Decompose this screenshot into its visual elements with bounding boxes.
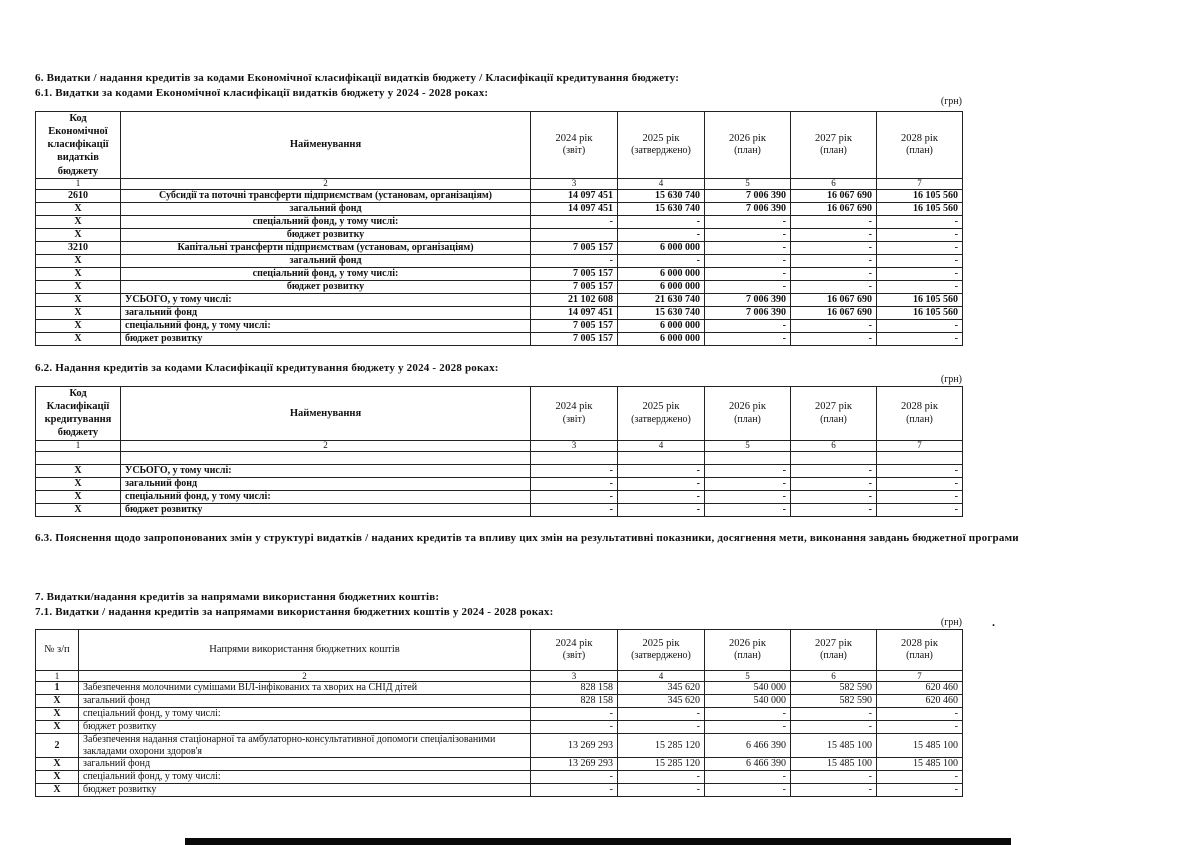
scan-artifact-bar	[185, 838, 1011, 845]
code-cell: X	[36, 228, 121, 241]
name-cell: спеціальний фонд, у тому числі:	[79, 771, 531, 784]
value-cell: -	[877, 332, 963, 345]
column-number-row	[36, 440, 963, 451]
value-cell: -	[877, 721, 963, 734]
value-cell	[531, 228, 618, 241]
value-cell: 7 005 157	[531, 241, 618, 254]
value-cell	[705, 451, 791, 464]
value-cell: -	[531, 721, 618, 734]
year-label: 2026 рік	[729, 401, 766, 413]
column-number-cell: 4	[618, 178, 705, 189]
column-number-cell: 2	[79, 671, 531, 682]
year-note: (затверджено)	[631, 145, 691, 157]
value-cell: -	[705, 708, 791, 721]
code-cell: X	[36, 784, 79, 797]
value-cell: -	[877, 708, 963, 721]
value-cell: -	[618, 503, 705, 516]
value-cell	[791, 451, 877, 464]
name-cell: бюджет розвитку	[121, 332, 531, 345]
name-cell	[121, 451, 531, 464]
year-note: (план)	[906, 650, 933, 662]
value-cell: 16 105 560	[877, 306, 963, 319]
code-cell: X	[36, 267, 121, 280]
value-cell: -	[791, 228, 877, 241]
value-cell: -	[618, 228, 705, 241]
value-cell: -	[791, 464, 877, 477]
table-row	[36, 503, 963, 516]
value-cell: -	[531, 464, 618, 477]
value-cell: 345 620	[618, 682, 705, 695]
column-number-cell: 5	[705, 178, 791, 189]
table-row	[36, 784, 963, 797]
year-note: (план)	[734, 145, 761, 157]
value-cell: 6 000 000	[618, 332, 705, 345]
table-header	[36, 630, 963, 682]
table-row	[36, 267, 963, 280]
table-row	[36, 477, 963, 490]
value-cell: 15 485 100	[877, 734, 963, 758]
value-cell: 15 485 100	[791, 758, 877, 771]
value-cell: 345 620	[618, 695, 705, 708]
value-cell: -	[791, 490, 877, 503]
year-column-header-2026	[705, 387, 791, 441]
year-note: (затверджено)	[631, 413, 691, 425]
column-number-row	[36, 178, 963, 189]
year-label: 2025 рік	[642, 638, 680, 650]
table-header	[36, 387, 963, 452]
column-number-cell: 7	[877, 178, 963, 189]
column-number-cell: 1	[36, 440, 121, 451]
year-column-header-2026	[705, 630, 791, 671]
code-cell: X	[36, 771, 79, 784]
name-column-header: Напрями використання бюджетних коштів	[79, 630, 531, 671]
table-header	[36, 112, 963, 190]
value-cell: -	[791, 708, 877, 721]
table-row	[36, 332, 963, 345]
code-cell: X	[36, 280, 121, 293]
year-note: (звіт)	[562, 650, 586, 662]
value-cell: 16 105 560	[877, 293, 963, 306]
name-cell: Капітальні трансферти підприємствам (установам, організаціям)	[121, 241, 531, 254]
value-cell: 7 005 157	[531, 319, 618, 332]
year-label: 2025 рік	[642, 401, 680, 413]
value-cell: 7 005 157	[531, 267, 618, 280]
value-cell: -	[705, 503, 791, 516]
value-cell: 15 485 100	[791, 734, 877, 758]
table-credits-classification	[35, 386, 963, 517]
table-row	[36, 721, 963, 734]
value-cell: 15 630 740	[618, 189, 705, 202]
currency-note-62: (грн)	[940, 374, 962, 385]
value-cell: 7 006 390	[705, 293, 791, 306]
code-cell: 1	[36, 682, 79, 695]
currency-note-61: (грн)	[940, 96, 962, 107]
value-cell: 582 590	[791, 682, 877, 695]
table-row	[36, 241, 963, 254]
code-cell: X	[36, 202, 121, 215]
value-cell: -	[877, 490, 963, 503]
name-cell: Забезпечення надання стаціонарної та амбулаторно-консультативної допомоги спеціалізованими закладами охорони здоров'я	[79, 734, 531, 758]
section61-title: 6.1. Видатки за кодами Економічної класифікації видатків бюджету у 2024 - 2028 роках:	[35, 87, 489, 99]
table-row	[36, 280, 963, 293]
column-number-cell: 6	[791, 440, 877, 451]
year-label: 2027 рік	[815, 638, 852, 650]
code-cell: X	[36, 464, 121, 477]
value-cell: -	[705, 477, 791, 490]
column-number-cell: 5	[705, 671, 791, 682]
column-number-row	[36, 671, 963, 682]
value-cell: -	[618, 708, 705, 721]
value-cell: 7 005 157	[531, 280, 618, 293]
name-cell: УСЬОГО, у тому числі:	[121, 293, 531, 306]
year-label: 2028 рік	[901, 638, 938, 650]
value-cell: -	[618, 721, 705, 734]
value-cell: 13 269 293	[531, 758, 618, 771]
value-cell	[877, 451, 963, 464]
value-cell: -	[705, 267, 791, 280]
value-cell: 15 285 120	[618, 734, 705, 758]
value-cell: -	[877, 267, 963, 280]
year-label: 2028 рік	[901, 133, 938, 144]
value-cell: -	[705, 254, 791, 267]
currency-note-71: (грн)	[940, 617, 962, 628]
section6-title: 6. Видатки / надання кредитів за кодами Економічної класифікації видатків бюджету / Класифікації кредитування бюджету:	[35, 72, 680, 84]
table-row	[36, 682, 963, 695]
code-cell: X	[36, 721, 79, 734]
value-cell: 6 000 000	[618, 280, 705, 293]
value-cell: -	[705, 319, 791, 332]
code-column-header: Код Класифікації кредитування бюджету	[36, 387, 121, 441]
value-cell: -	[791, 332, 877, 345]
column-number-cell: 6	[791, 671, 877, 682]
name-cell: спеціальний фонд, у тому числі:	[121, 319, 531, 332]
code-cell: X	[36, 758, 79, 771]
year-note: (план)	[734, 650, 761, 662]
year-label: 2028 рік	[901, 401, 938, 413]
value-cell: -	[618, 477, 705, 490]
value-cell: -	[705, 721, 791, 734]
code-cell: X	[36, 477, 121, 490]
value-cell: 16 067 690	[791, 293, 877, 306]
name-cell: спеціальний фонд, у тому числі:	[121, 215, 531, 228]
table-row	[36, 215, 963, 228]
table-row	[36, 758, 963, 771]
value-cell: -	[877, 784, 963, 797]
value-cell: -	[705, 490, 791, 503]
column-number-cell: 2	[121, 440, 531, 451]
code-column-header: № з/п	[36, 630, 79, 671]
year-note: (звіт)	[562, 413, 586, 425]
section63-text: 6.3. Пояснення щодо запропонованих змін у структурі видатків / наданих кредитів та впливу цих змін на результативні показники, досягнення мети, виконання завдань бюджетної програми	[35, 532, 1019, 544]
table-row	[36, 228, 963, 241]
name-cell: Забезпечення молочними сумішами ВІЛ-інфікованих та хворих на СНІД дітей	[79, 682, 531, 695]
value-cell: 7 005 157	[531, 332, 618, 345]
table-body	[36, 189, 963, 345]
code-cell	[36, 451, 121, 464]
code-cell: X	[36, 215, 121, 228]
value-cell: 15 630 740	[618, 306, 705, 319]
name-column-header: Найменування	[121, 112, 531, 179]
value-cell: -	[705, 228, 791, 241]
column-number-cell: 2	[121, 178, 531, 189]
value-cell: -	[877, 241, 963, 254]
value-cell: 14 097 451	[531, 189, 618, 202]
value-cell: 6 000 000	[618, 267, 705, 280]
value-cell: -	[531, 215, 618, 228]
code-cell: 2610	[36, 189, 121, 202]
value-cell: 828 158	[531, 682, 618, 695]
value-cell: -	[791, 784, 877, 797]
column-number-cell: 1	[36, 178, 121, 189]
code-cell: X	[36, 708, 79, 721]
value-cell: -	[877, 464, 963, 477]
value-cell: -	[877, 228, 963, 241]
value-cell: 6 466 390	[705, 758, 791, 771]
value-cell: -	[791, 254, 877, 267]
code-column-header: Код Економічної класифікації видатків бюджету	[36, 112, 121, 179]
year-note: (план)	[906, 145, 933, 157]
year-column-header-2027	[791, 112, 877, 179]
value-cell: -	[618, 215, 705, 228]
value-cell: 16 067 690	[791, 202, 877, 215]
name-cell: загальний фонд	[121, 202, 531, 215]
value-cell: -	[705, 241, 791, 254]
column-number-cell: 4	[618, 671, 705, 682]
year-column-header-2027	[791, 387, 877, 441]
value-cell: 828 158	[531, 695, 618, 708]
value-cell: -	[531, 477, 618, 490]
value-cell: -	[531, 503, 618, 516]
value-cell: -	[705, 771, 791, 784]
value-cell: -	[791, 721, 877, 734]
year-column-header-2028	[877, 387, 963, 441]
year-column-header-2024	[531, 387, 618, 441]
column-number-cell: 3	[531, 440, 618, 451]
year-label: 2024 рік	[555, 133, 593, 144]
value-cell: -	[705, 464, 791, 477]
value-cell: -	[877, 771, 963, 784]
name-cell: бюджет розвитку	[121, 228, 531, 241]
value-cell: 582 590	[791, 695, 877, 708]
year-note: (план)	[820, 413, 847, 425]
name-column-header: Найменування	[121, 387, 531, 441]
value-cell	[531, 451, 618, 464]
code-cell: X	[36, 503, 121, 516]
value-cell: -	[791, 280, 877, 293]
code-cell: X	[36, 490, 121, 503]
value-cell: -	[791, 319, 877, 332]
value-cell: 21 630 740	[618, 293, 705, 306]
section7-title: 7. Видатки/надання кредитів за напрямами використання бюджетних коштів:	[35, 591, 440, 603]
table-header-row	[36, 630, 963, 671]
value-cell: -	[531, 708, 618, 721]
column-number-cell: 3	[531, 671, 618, 682]
name-cell: спеціальний фонд, у тому числі:	[121, 490, 531, 503]
value-cell: -	[877, 477, 963, 490]
year-column-header-2025	[618, 630, 705, 671]
code-cell: X	[36, 254, 121, 267]
value-cell: 7 006 390	[705, 202, 791, 215]
year-column-header-2024	[531, 112, 618, 179]
value-cell: -	[791, 267, 877, 280]
code-cell: 3210	[36, 241, 121, 254]
column-number-cell: 5	[705, 440, 791, 451]
value-cell: 6 000 000	[618, 241, 705, 254]
table-header-row	[36, 112, 963, 179]
table-spending-directions	[35, 629, 963, 797]
value-cell: 16 105 560	[877, 189, 963, 202]
table-row	[36, 734, 963, 758]
column-number-cell: 6	[791, 178, 877, 189]
code-cell: X	[36, 319, 121, 332]
year-note: (план)	[820, 650, 847, 662]
year-label: 2024 рік	[555, 638, 593, 650]
table-row	[36, 708, 963, 721]
name-cell: загальний фонд	[121, 477, 531, 490]
value-cell: 16 067 690	[791, 189, 877, 202]
year-note: (план)	[906, 413, 933, 425]
year-column-header-2025	[618, 387, 705, 441]
value-cell: 7 006 390	[705, 189, 791, 202]
year-label: 2026 рік	[729, 133, 766, 144]
value-cell: 6 000 000	[618, 319, 705, 332]
value-cell: -	[705, 784, 791, 797]
year-label: 2026 рік	[729, 638, 766, 650]
column-number-cell: 4	[618, 440, 705, 451]
table-row	[36, 293, 963, 306]
value-cell: -	[618, 464, 705, 477]
year-label: 2025 рік	[642, 133, 680, 144]
name-cell: Субсидії та поточні трансферти підприємствам (установам, організаціям)	[121, 189, 531, 202]
name-cell: загальний фонд	[79, 695, 531, 708]
code-cell: X	[36, 332, 121, 345]
value-cell: -	[877, 215, 963, 228]
value-cell: -	[618, 254, 705, 267]
table-row	[36, 771, 963, 784]
value-cell: -	[791, 771, 877, 784]
name-cell: бюджет розвитку	[121, 280, 531, 293]
value-cell: -	[877, 503, 963, 516]
value-cell: -	[877, 280, 963, 293]
table-row	[36, 490, 963, 503]
table-header-row	[36, 387, 963, 441]
value-cell: -	[531, 784, 618, 797]
name-cell: спеціальний фонд, у тому числі:	[79, 708, 531, 721]
section62-title: 6.2. Надання кредитів за кодами Класифікації кредитування бюджету у 2024 - 2028 роках:	[35, 362, 499, 374]
column-number-cell: 7	[877, 671, 963, 682]
year-note: (затверджено)	[631, 650, 691, 662]
value-cell: 7 006 390	[705, 306, 791, 319]
value-cell: 13 269 293	[531, 734, 618, 758]
code-cell: 2	[36, 734, 79, 758]
table-row	[36, 189, 963, 202]
value-cell: -	[618, 490, 705, 503]
code-cell: X	[36, 695, 79, 708]
year-column-header-2025	[618, 112, 705, 179]
value-cell: -	[791, 215, 877, 228]
value-cell: -	[531, 254, 618, 267]
value-cell: -	[791, 241, 877, 254]
value-cell: -	[791, 503, 877, 516]
year-column-header-2028	[877, 630, 963, 671]
table-row	[36, 695, 963, 708]
name-cell: бюджет розвитку	[121, 503, 531, 516]
value-cell: 540 000	[705, 695, 791, 708]
name-cell: бюджет розвитку	[79, 721, 531, 734]
table-row	[36, 254, 963, 267]
year-column-header-2028	[877, 112, 963, 179]
table-row	[36, 306, 963, 319]
value-cell: -	[877, 319, 963, 332]
value-cell: 21 102 608	[531, 293, 618, 306]
section71-title: 7.1. Видатки / надання кредитів за напрямами використання бюджетних коштів у 2024 - 2028 роках:	[35, 606, 554, 618]
value-cell: -	[618, 771, 705, 784]
value-cell: 14 097 451	[531, 306, 618, 319]
year-column-header-2024	[531, 630, 618, 671]
value-cell: -	[705, 280, 791, 293]
code-cell: X	[36, 293, 121, 306]
column-number-cell: 1	[36, 671, 79, 682]
year-note: (план)	[734, 413, 761, 425]
name-cell: бюджет розвитку	[79, 784, 531, 797]
value-cell: 14 097 451	[531, 202, 618, 215]
value-cell: -	[705, 332, 791, 345]
table-row	[36, 464, 963, 477]
value-cell: 15 285 120	[618, 758, 705, 771]
year-column-header-2027	[791, 630, 877, 671]
year-note: (звіт)	[562, 145, 586, 157]
table-row	[36, 451, 963, 464]
value-cell: 16 105 560	[877, 202, 963, 215]
value-cell: 620 460	[877, 695, 963, 708]
value-cell: 620 460	[877, 682, 963, 695]
year-label: 2024 рік	[555, 401, 593, 413]
year-column-header-2026	[705, 112, 791, 179]
value-cell: 540 000	[705, 682, 791, 695]
table-body	[36, 682, 963, 797]
column-number-cell: 7	[877, 440, 963, 451]
value-cell	[618, 451, 705, 464]
name-cell: загальний фонд	[121, 254, 531, 267]
name-cell: загальний фонд	[79, 758, 531, 771]
value-cell: 6 466 390	[705, 734, 791, 758]
column-number-cell: 3	[531, 178, 618, 189]
name-cell: УСЬОГО, у тому числі:	[121, 464, 531, 477]
value-cell: -	[877, 254, 963, 267]
year-label: 2027 рік	[815, 133, 852, 144]
year-note: (план)	[820, 145, 847, 157]
value-cell: 15 485 100	[877, 758, 963, 771]
code-cell: X	[36, 306, 121, 319]
table-expenditures-economic-classification	[35, 111, 963, 346]
value-cell: -	[705, 215, 791, 228]
stray-dot-mark: .	[992, 615, 995, 629]
name-cell: загальний фонд	[121, 306, 531, 319]
table-row	[36, 202, 963, 215]
value-cell: -	[531, 490, 618, 503]
year-label: 2027 рік	[815, 401, 852, 413]
value-cell: -	[531, 771, 618, 784]
value-cell: -	[618, 784, 705, 797]
value-cell: 15 630 740	[618, 202, 705, 215]
table-body	[36, 451, 963, 516]
name-cell: спеціальний фонд, у тому числі:	[121, 267, 531, 280]
table-row	[36, 319, 963, 332]
value-cell: -	[791, 477, 877, 490]
value-cell: 16 067 690	[791, 306, 877, 319]
